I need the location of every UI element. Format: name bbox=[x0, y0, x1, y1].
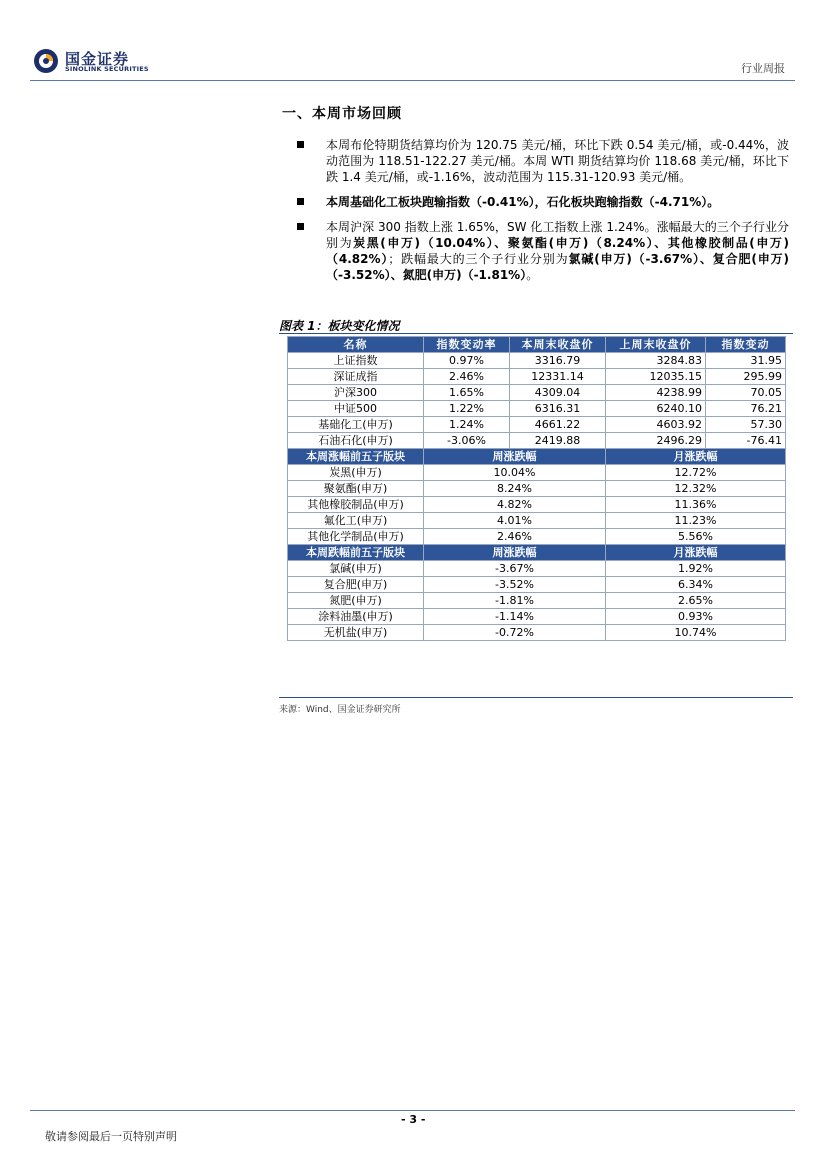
table-cell: -3.06% bbox=[424, 433, 510, 449]
page-number: - 3 - bbox=[401, 1113, 426, 1126]
table-row bbox=[288, 369, 786, 385]
table-cell: 10.74% bbox=[606, 625, 786, 641]
losers-header-row bbox=[288, 545, 786, 561]
bullet-text: 炭黑(申万)（10.04%）、聚氨酯(申万)（8.24%）、其他橡胶制品(申万)（4.82%） bbox=[326, 236, 789, 266]
table-cell: 12.72% bbox=[606, 465, 786, 481]
table-cell: 聚氨酯(申万) bbox=[288, 481, 424, 497]
table-cell: 76.21 bbox=[706, 401, 786, 417]
bullet-list bbox=[297, 137, 789, 292]
table-row bbox=[288, 609, 786, 625]
table-cell: 炭黑(申万) bbox=[288, 465, 424, 481]
table-cell: 295.99 bbox=[706, 369, 786, 385]
table-cell: 3284.83 bbox=[606, 353, 706, 369]
table-cell: 基础化工(申万) bbox=[288, 417, 424, 433]
table-cell: 4238.99 bbox=[606, 385, 706, 401]
logo-mark-icon bbox=[33, 48, 59, 74]
table-cell: 10.04% bbox=[424, 465, 606, 481]
company-logo bbox=[33, 48, 163, 76]
table-row bbox=[288, 385, 786, 401]
bullet-text: 。 bbox=[526, 268, 539, 282]
table-cell: 石油石化(申万) bbox=[288, 433, 424, 449]
bullet-square-icon bbox=[297, 141, 304, 148]
table-cell: -0.72% bbox=[424, 625, 606, 641]
header-divider bbox=[30, 80, 795, 81]
table-cell: 其他化学制品(申万) bbox=[288, 529, 424, 545]
group-header: 月涨跌幅 bbox=[606, 545, 786, 561]
sector-change-table bbox=[287, 336, 786, 641]
table-row bbox=[288, 593, 786, 609]
table-row bbox=[288, 577, 786, 593]
table-cell: 4.82% bbox=[424, 497, 606, 513]
table-cell: 上证指数 bbox=[288, 353, 424, 369]
table-cell: 中证500 bbox=[288, 401, 424, 417]
table-cell: 4603.92 bbox=[606, 417, 706, 433]
table-cell: 2.46% bbox=[424, 369, 510, 385]
bullet-text: 本周沪深 300 指数上涨 1.65%，SW 化工指数上涨 1.24%。涨幅最大的三个子行业分别为 bbox=[326, 220, 789, 250]
bullet-item bbox=[297, 137, 789, 185]
table-cell: -3.67% bbox=[424, 561, 606, 577]
table-cell: 2.65% bbox=[606, 593, 786, 609]
table-cell: 无机盐(申万) bbox=[288, 625, 424, 641]
bullet-text: 本周布伦特期货结算均价为 120.75 美元/桶，环比下跌 0.54 美元/桶，或-0.44%，波动范围为 118.51-122.27 美元/桶。本周 WTI 期货结算均价 118.68 美元/桶，环比下跌 1.4 美元/桶，或-1.16%，波动范围为 115.31-120.93 美元/桶。 bbox=[326, 138, 789, 184]
logo-text-cn: 国金证券 bbox=[65, 50, 130, 68]
group-header: 月涨跌幅 bbox=[606, 449, 786, 465]
table-cell: 4661.22 bbox=[510, 417, 606, 433]
table-cell: 深证成指 bbox=[288, 369, 424, 385]
table-row bbox=[288, 401, 786, 417]
report-type: 行业周报 bbox=[741, 62, 785, 75]
table-cell: 12035.15 bbox=[606, 369, 706, 385]
bullet-text: 氯碱(申万)（-3.67%）、复合肥(申万)（-3.52%）、氮肥(申万)（-1.81%） bbox=[326, 252, 789, 282]
table-cell: 1.22% bbox=[424, 401, 510, 417]
section-title: 一、本周市场回顾 bbox=[282, 106, 402, 122]
table-cell: 1.24% bbox=[424, 417, 510, 433]
group-header: 周涨跌幅 bbox=[424, 545, 606, 561]
bullet-text: 本周基础化工板块跑输指数（-0.41%），石化板块跑输指数（-4.71%）。 bbox=[326, 195, 720, 209]
table-row bbox=[288, 561, 786, 577]
table-cell: 11.23% bbox=[606, 513, 786, 529]
table-row bbox=[288, 497, 786, 513]
table-cell: 涂料油墨(申万) bbox=[288, 609, 424, 625]
figure-title: 图表 1：板块变化情况 bbox=[279, 319, 400, 333]
column-header: 指数变动 bbox=[706, 337, 786, 353]
table-cell: 0.97% bbox=[424, 353, 510, 369]
table-row bbox=[288, 433, 786, 449]
table-row bbox=[288, 465, 786, 481]
table-cell: 2419.88 bbox=[510, 433, 606, 449]
table-row bbox=[288, 513, 786, 529]
table-row bbox=[288, 529, 786, 545]
table-cell: 70.05 bbox=[706, 385, 786, 401]
disclaimer: 敬请参阅最后一页特别声明 bbox=[45, 1130, 177, 1143]
table-cell: 3316.79 bbox=[510, 353, 606, 369]
table-cell: -76.41 bbox=[706, 433, 786, 449]
table-cell: 2.46% bbox=[424, 529, 606, 545]
bullet-square-icon bbox=[297, 223, 304, 230]
table-cell: 1.65% bbox=[424, 385, 510, 401]
table-cell: 31.95 bbox=[706, 353, 786, 369]
table-cell: -1.81% bbox=[424, 593, 606, 609]
table-row bbox=[288, 625, 786, 641]
bullet-text: ；跌幅最大的三个子行业分别为 bbox=[388, 252, 569, 266]
table-cell: 12.32% bbox=[606, 481, 786, 497]
bullet-item bbox=[297, 219, 789, 283]
group-header: 本周涨幅前五子版块 bbox=[288, 449, 424, 465]
table-cell: 氟化工(申万) bbox=[288, 513, 424, 529]
column-header: 指数变动率 bbox=[424, 337, 510, 353]
table-cell: 5.56% bbox=[606, 529, 786, 545]
table-cell: 2496.29 bbox=[606, 433, 706, 449]
table-cell: 12331.14 bbox=[510, 369, 606, 385]
table-cell: 6240.10 bbox=[606, 401, 706, 417]
gainers-header-row bbox=[288, 449, 786, 465]
column-header: 本周末收盘价 bbox=[510, 337, 606, 353]
table-cell: 6.34% bbox=[606, 577, 786, 593]
table-row bbox=[288, 353, 786, 369]
table-cell: -1.14% bbox=[424, 609, 606, 625]
bullet-square-icon bbox=[297, 198, 304, 205]
table-cell: 沪深300 bbox=[288, 385, 424, 401]
column-header: 上周末收盘价 bbox=[606, 337, 706, 353]
table-cell: 0.93% bbox=[606, 609, 786, 625]
figure-bottom-rule bbox=[279, 697, 793, 698]
table-row bbox=[288, 481, 786, 497]
table-header-row bbox=[288, 337, 786, 353]
group-header: 本周跌幅前五子版块 bbox=[288, 545, 424, 561]
table-cell: 氮肥(申万) bbox=[288, 593, 424, 609]
logo-text-en: SINOLINK SECURITIES bbox=[65, 65, 149, 73]
table-cell: 8.24% bbox=[424, 481, 606, 497]
table-cell: 其他橡胶制品(申万) bbox=[288, 497, 424, 513]
table-cell: -3.52% bbox=[424, 577, 606, 593]
table-cell: 6316.31 bbox=[510, 401, 606, 417]
table-row bbox=[288, 417, 786, 433]
table-cell: 复合肥(申万) bbox=[288, 577, 424, 593]
bullet-item bbox=[297, 194, 789, 210]
table-cell: 氯碱(申万) bbox=[288, 561, 424, 577]
table-cell: 11.36% bbox=[606, 497, 786, 513]
figure-source: 来源：Wind、国金证券研究所 bbox=[279, 705, 401, 715]
table-cell: 4309.04 bbox=[510, 385, 606, 401]
column-header: 名称 bbox=[288, 337, 424, 353]
table-cell: 4.01% bbox=[424, 513, 606, 529]
footer-divider bbox=[30, 1110, 795, 1111]
table-cell: 1.92% bbox=[606, 561, 786, 577]
group-header: 周涨跌幅 bbox=[424, 449, 606, 465]
figure-top-rule bbox=[279, 333, 793, 334]
table-cell: 57.30 bbox=[706, 417, 786, 433]
